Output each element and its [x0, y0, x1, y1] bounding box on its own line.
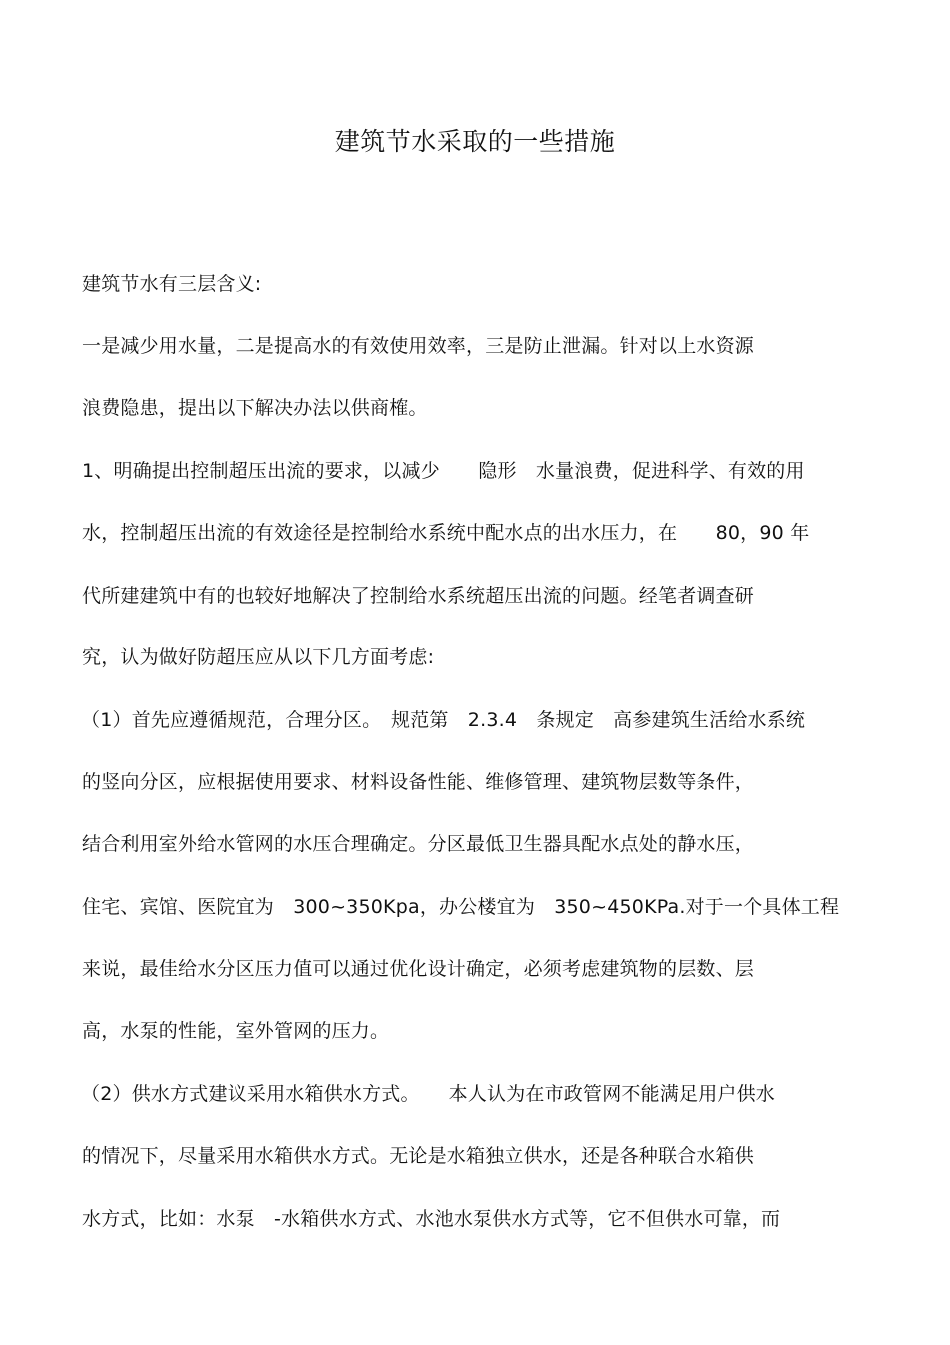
paragraph-line: 浪费隐患，提出以下解决办法以供商榷。 [82, 397, 428, 419]
paragraph-line: 的情况下，尽量采用水箱供水方式。无论是水箱独立供水，还是各种联合水箱供 [82, 1145, 755, 1167]
paragraph-line: （2）供水方式建议采用水箱供水方式。 本人认为在市政管网不能满足用户供水 [81, 1083, 775, 1105]
paragraph-line: 代所建建筑中有的也较好地解决了控制给水系统超压出流的问题。经笔者调查研 [82, 585, 755, 607]
paragraph-line: 水，控制超压出流的有效途径是控制给水系统中配水点的出水压力，在 80，90 年 [82, 522, 810, 544]
paragraph-line: 住宅、宾馆、医院宜为 300~350Kpa，办公楼宜为 350~450KPa.对于一个具体工程 [82, 896, 840, 918]
paragraph-line: 高，水泵的性能，室外管网的压力。 [82, 1020, 390, 1042]
paragraph-line: （1）首先应遵循规范，合理分区。 规范第 2.3.4 条规定 高参建筑生活给水系统 [81, 709, 806, 731]
paragraph-line: 的竖向分区，应根据使用要求、材料设备性能、维修管理、建筑物层数等条件， [82, 771, 755, 793]
paragraph-line: 来说，最佳给水分区压力值可以通过优化设计确定，必须考虑建筑物的层数、层 [82, 958, 755, 980]
paragraph-line: 1、明确提出控制超压出流的要求，以减少 隐形 水量浪费，促进科学、有效的用 [82, 460, 805, 482]
paragraph-line: 建筑节水有三层含义: [82, 273, 262, 295]
paragraph-line: 结合利用室外给水管网的水压合理确定。分区最低卫生器具配水点处的静水压， [82, 833, 755, 855]
page-title: 建筑节水采取的一些措施 [334, 127, 616, 156]
paragraph-line: 究，认为做好防超压应从以下几方面考虑: [82, 646, 435, 668]
paragraph-line: 一是减少用水量，二是提高水的有效使用效率，三是防止泄漏。针对以上水资源 [82, 335, 755, 357]
paragraph-line: 水方式，比如：水泵 -水箱供水方式、水池水泵供水方式等，它不但供水可靠，而 [82, 1208, 781, 1230]
